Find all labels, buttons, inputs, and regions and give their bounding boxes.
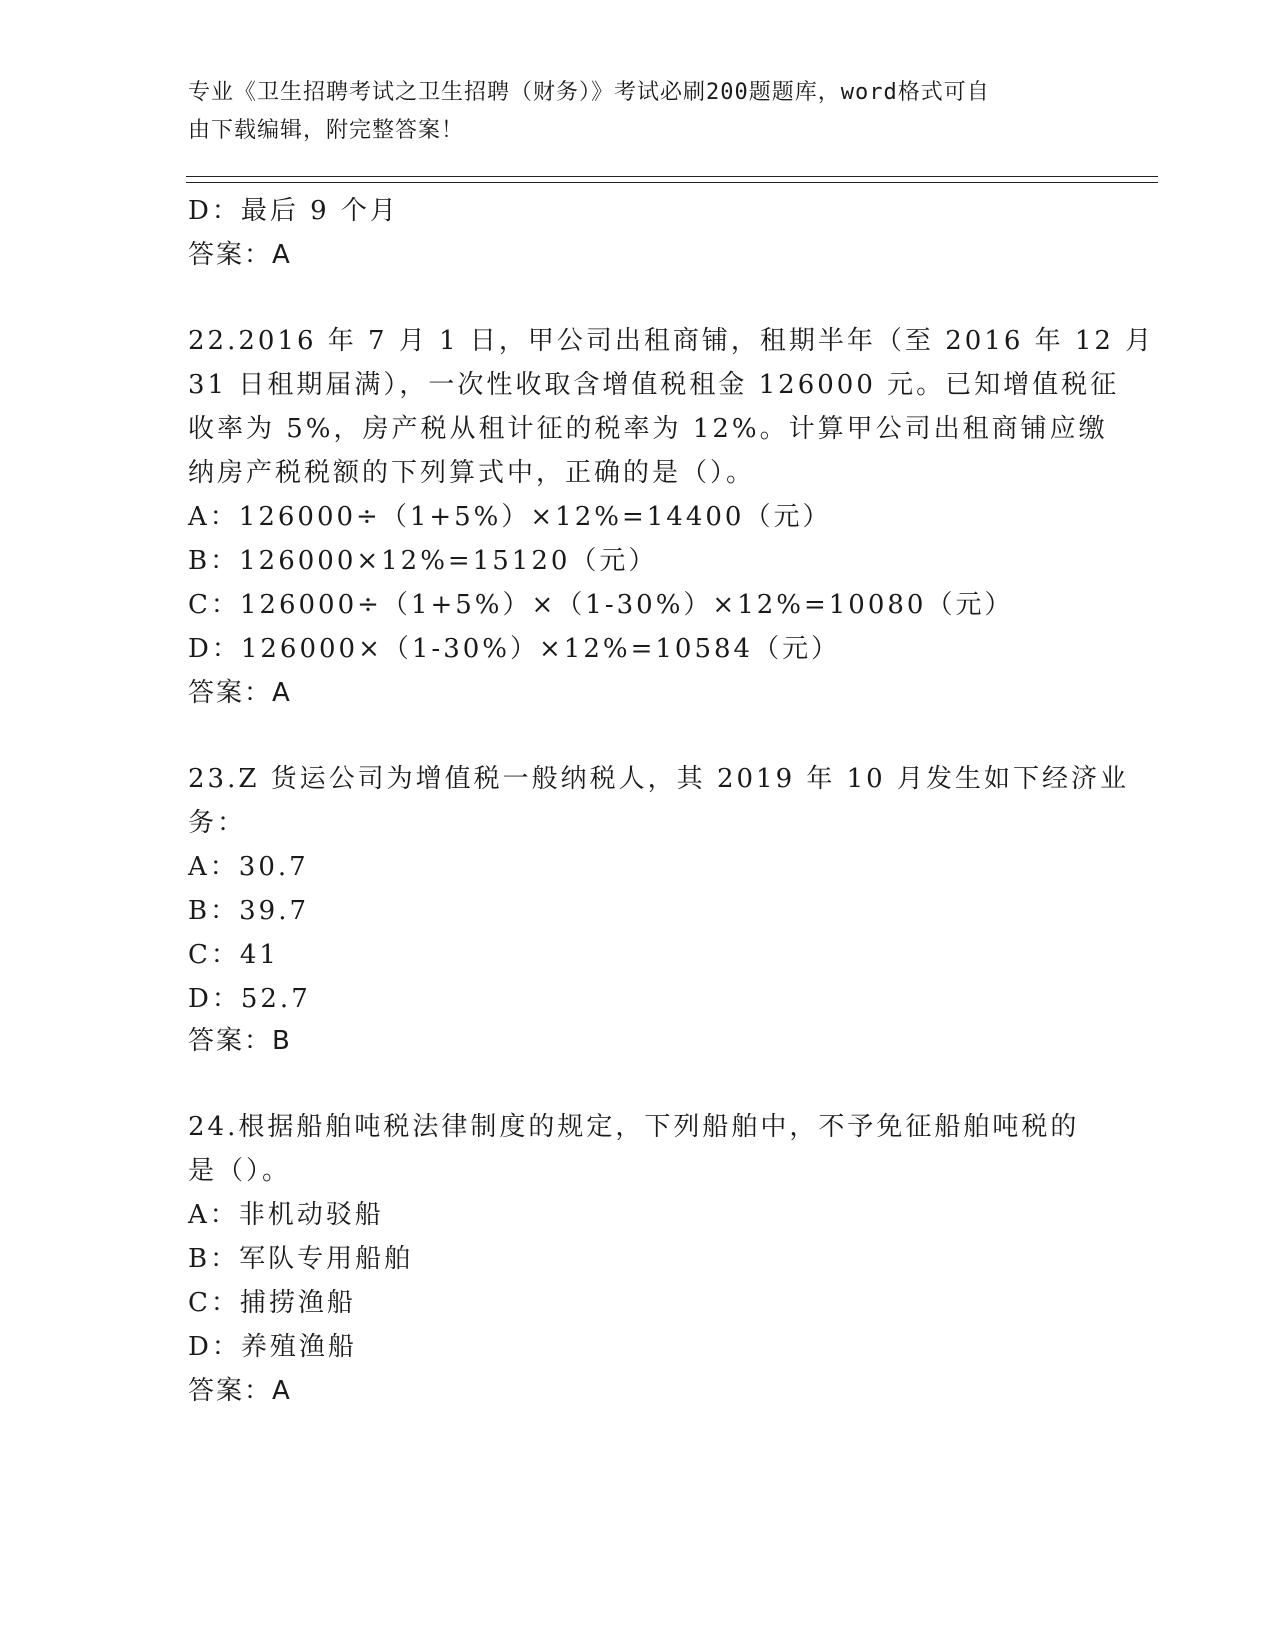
q23-option-b: B：39.7 bbox=[188, 896, 309, 926]
q23-option-c: C：41 bbox=[188, 940, 279, 970]
q23-stem-line-1: 23.Z 货运公司为增值税一般纳税人，其 2019 年 10 月发生如下经济业 bbox=[188, 764, 1129, 794]
q22-stem-line-2: 31 日租期届满），一次性收取含增值税租金 126000 元。已知增值税征 bbox=[188, 370, 1120, 400]
header-title-line-2: 由下载编辑，附完整答案！ bbox=[188, 118, 465, 143]
q24-option-a: A：非机动驳船 bbox=[188, 1200, 384, 1230]
q23-stem-line-2: 务： bbox=[188, 808, 247, 838]
header-rule-bottom bbox=[186, 182, 1158, 183]
q21-answer: 答案：A bbox=[188, 240, 292, 270]
q24-stem-line-1: 24.根据船舶吨税法律制度的规定，下列船舶中，不予免征船舶吨税的 bbox=[188, 1112, 1080, 1142]
q21-option-d: D：最后 9 个月 bbox=[188, 196, 399, 226]
q23-answer: 答案：B bbox=[188, 1026, 292, 1056]
q22-answer: 答案：A bbox=[188, 678, 292, 708]
q22-option-a: A：126000÷（1+5%）×12%=14400（元） bbox=[188, 502, 832, 532]
q23-option-d: D：52.7 bbox=[188, 984, 311, 1014]
q22-option-c: C：126000÷（1+5%）×（1-30%）×12%=10080（元） bbox=[188, 590, 1014, 620]
q22-option-b: B：126000×12%=15120（元） bbox=[188, 546, 658, 576]
q24-stem-line-2: 是（）。 bbox=[188, 1156, 292, 1186]
q22-stem-line-3: 收率为 5%，房产税从租计征的税率为 12%。计算甲公司出租商铺应缴 bbox=[188, 414, 1108, 444]
q23-option-a: A：30.7 bbox=[188, 852, 309, 882]
page-header bbox=[188, 74, 1068, 150]
q24-answer: 答案：A bbox=[188, 1376, 292, 1406]
q22-stem-line-1: 22.2016 年 7 月 1 日，甲公司出租商铺，租期半年（至 2016 年 12 月 bbox=[188, 326, 1155, 356]
header-title-line-1: 专业《卫生招聘考试之卫生招聘（财务）》考试必刷200题题库，word格式可自 bbox=[188, 80, 990, 105]
q22-option-d: D：126000×（1-30%）×12%=10584（元） bbox=[188, 634, 841, 664]
header-rule-top bbox=[186, 176, 1158, 177]
q22-stem-line-4: 纳房产税税额的下列算式中，正确的是（）。 bbox=[188, 458, 756, 488]
q24-option-b: B：军队专用船舶 bbox=[188, 1244, 414, 1274]
q24-option-d: D：养殖渔船 bbox=[188, 1332, 357, 1362]
q24-option-c: C：捕捞渔船 bbox=[188, 1288, 356, 1318]
